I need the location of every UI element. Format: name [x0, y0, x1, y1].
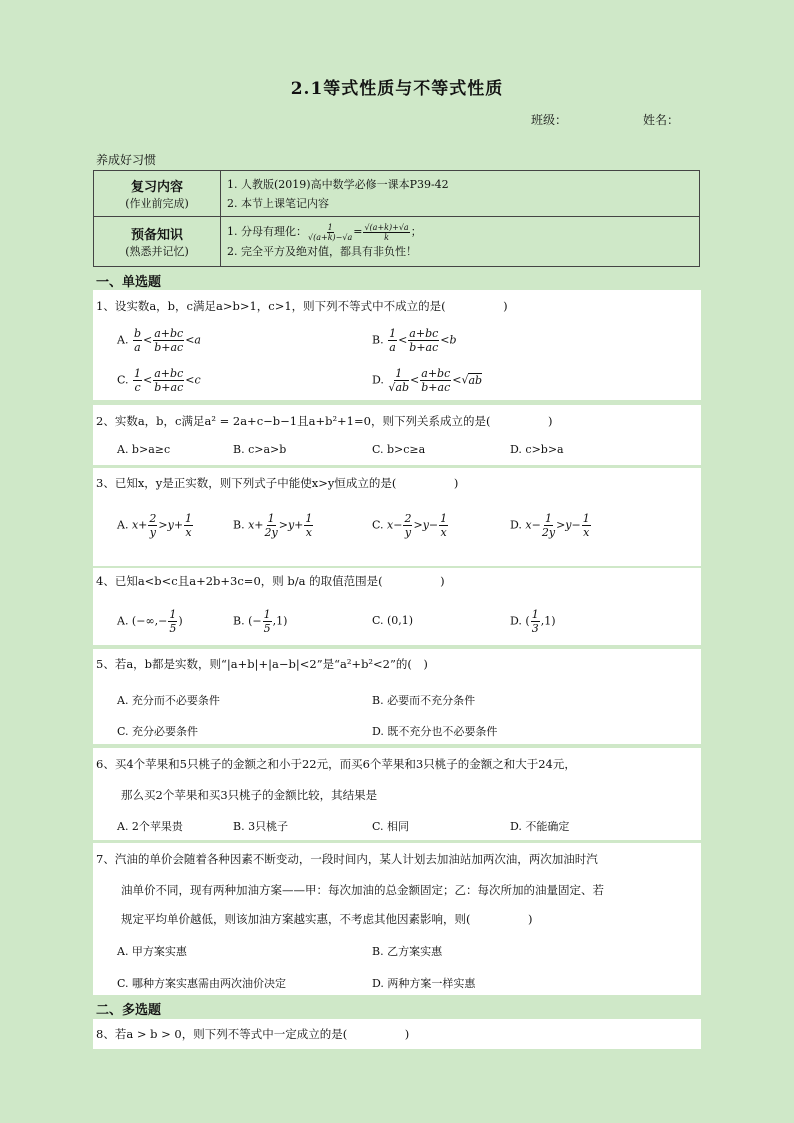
q6-line-1: 6、买4个苹果和5只桃子的金额之和小于22元，而买6个苹果和3只桃子的金额之和大于24元， — [96, 757, 576, 771]
prior-item-1-prefix: 1. 分母有理化： — [227, 225, 307, 239]
habit-heading: 养成好习惯 — [96, 153, 157, 167]
prior-label-cell — [94, 217, 221, 267]
q7-line-3: 规定平均单价越低，则该加油方案越实惠，不考虑其他因素影响，则( ) — [121, 912, 533, 926]
q1-option-a: A. $\frac{b}{a}$ < $\frac{a+bc}{b+ac}$ <a — [117, 327, 201, 354]
prior-item-1: 1. 分母有理化： $\frac{1}{√(a+k)-√a}$ = $\frac{√(a+k)+√a}{k}$ ； — [227, 222, 422, 242]
q4-option-a: A. (−∞,− $\frac{1}{5}$ ) — [117, 608, 183, 635]
q4-stem: 4、已知a<b<c且a+2b+3c=0，则 b/a 的取值范围是( ) — [96, 574, 445, 588]
review-item-1: 1. 人教版(2019)高中数学必修一课本P39-42 — [227, 177, 449, 191]
q7-option-b: B. 乙方案实惠 — [372, 945, 443, 958]
q1-option-c: C. $\frac{1}{c}$ < $\frac{a+bc}{b+ac}$ <c — [117, 367, 201, 394]
prior-subtitle: (熟悉并记忆) — [125, 245, 189, 258]
q1-option-b: B. $\frac{1}{a}$ < $\frac{a+bc}{b+ac}$ <b — [372, 327, 457, 354]
q6-option-d: D. 不能确定 — [510, 820, 570, 833]
q2-stem: 2、实数a，b，c满足a² = 2a+c−b−1且a+b²+1=0，则下列关系成立的是( ) — [96, 414, 553, 428]
q6-option-c: C. 相同 — [372, 820, 410, 833]
q7-line-1: 7、汽油的单价会随着各种因素不断变动，一段时间内，某人计划去加油站加两次油，两次加油时汽 — [96, 852, 598, 866]
q7-option-a: A. 甲方案实惠 — [117, 945, 187, 958]
section-multi-choice: 二、多选题 — [96, 1003, 162, 1018]
q3-option-a: A. x+ $\frac{2}{y}$ >y+ $\frac{1}{x}$ — [117, 512, 193, 539]
review-title: 复习内容 — [130, 180, 183, 195]
q6-option-a: A. 2个苹果贵 — [117, 820, 183, 833]
q3-option-c: C. x− $\frac{2}{y}$ >y− $\frac{1}{x}$ — [372, 512, 448, 539]
q1-stem: 1、设实数a，b，c满足a>b>1，c>1，则下列不等式中不成立的是( ) — [96, 299, 508, 313]
name-label: 姓名： — [643, 113, 680, 127]
q4-option-d: D. ( $\frac{1}{3}$ ,1) — [510, 608, 556, 635]
q5-option-d: D. 既不充分也不必要条件 — [372, 725, 498, 738]
q1-option-d: D. $\frac{1}{√ab}$ < $\frac{a+bc}{b+ac}$ <√ab — [372, 367, 483, 394]
q8-stem: 8、若a > b > 0，则下列不等式中一定成立的是( ) — [96, 1027, 410, 1041]
section-single-choice: 一、单选题 — [96, 275, 162, 290]
q3-stem: 3、已知x，y是正实数，则下列式子中能使x>y恒成立的是( ) — [96, 476, 459, 490]
page-title: 2.1等式性质与不等式性质 — [290, 79, 504, 99]
q6-line-2: 那么买2个苹果和买3只桃子的金额比较，其结果是 — [121, 788, 378, 802]
q5-option-a: A. 充分而不必要条件 — [117, 694, 220, 707]
q5-option-c: C. 充分必要条件 — [117, 725, 199, 738]
q5-stem: 5、若a，b都是实数，则“|a+b|+|a−b|<2”是“a²+b²<2”的( ) — [96, 657, 428, 671]
prior-title: 预备知识 — [130, 228, 183, 243]
q7-line-2: 油单价不同，现有两种加油方案——甲：每次加油的总金额固定；乙：每次所加的油量固定、若 — [121, 883, 604, 897]
q7-option-d: D. 两种方案一样实惠 — [372, 977, 476, 990]
review-content-cell — [221, 171, 700, 217]
q4-option-c: C. (0,1) — [372, 614, 414, 627]
q2-option-a: A. b>a≥c — [117, 443, 171, 456]
prior-content-cell — [221, 217, 700, 267]
q3-option-b: B. x+ $\frac{1}{2y}$ >y+ $\frac{1}{x}$ — [233, 512, 313, 539]
review-item-2: 2. 本节上课笔记内容 — [227, 196, 329, 210]
q5-option-b: B. 必要而不充分条件 — [372, 694, 476, 707]
review-label-cell — [94, 171, 221, 217]
q2-option-c: C. b>c≥a — [372, 443, 426, 456]
habit-table — [93, 170, 700, 267]
q3-option-d: D. x− $\frac{1}{2y}$ >y− $\frac{1}{x}$ — [510, 512, 590, 539]
q2-option-b: B. c>a>b — [233, 443, 287, 456]
q7-option-c: C. 哪种方案实惠需由两次油价决定 — [117, 977, 287, 990]
prior-item-2: 2. 完全平方及绝对值，都具有非负性！ — [227, 244, 417, 258]
review-subtitle: (作业前完成) — [125, 197, 189, 210]
q2-option-d: D. c>b>a — [510, 443, 564, 456]
q6-option-b: B. 3只桃子 — [233, 820, 289, 833]
class-label: 班级： — [531, 113, 568, 127]
q4-option-b: B. (− $\frac{1}{5}$ ,1) — [233, 608, 288, 635]
